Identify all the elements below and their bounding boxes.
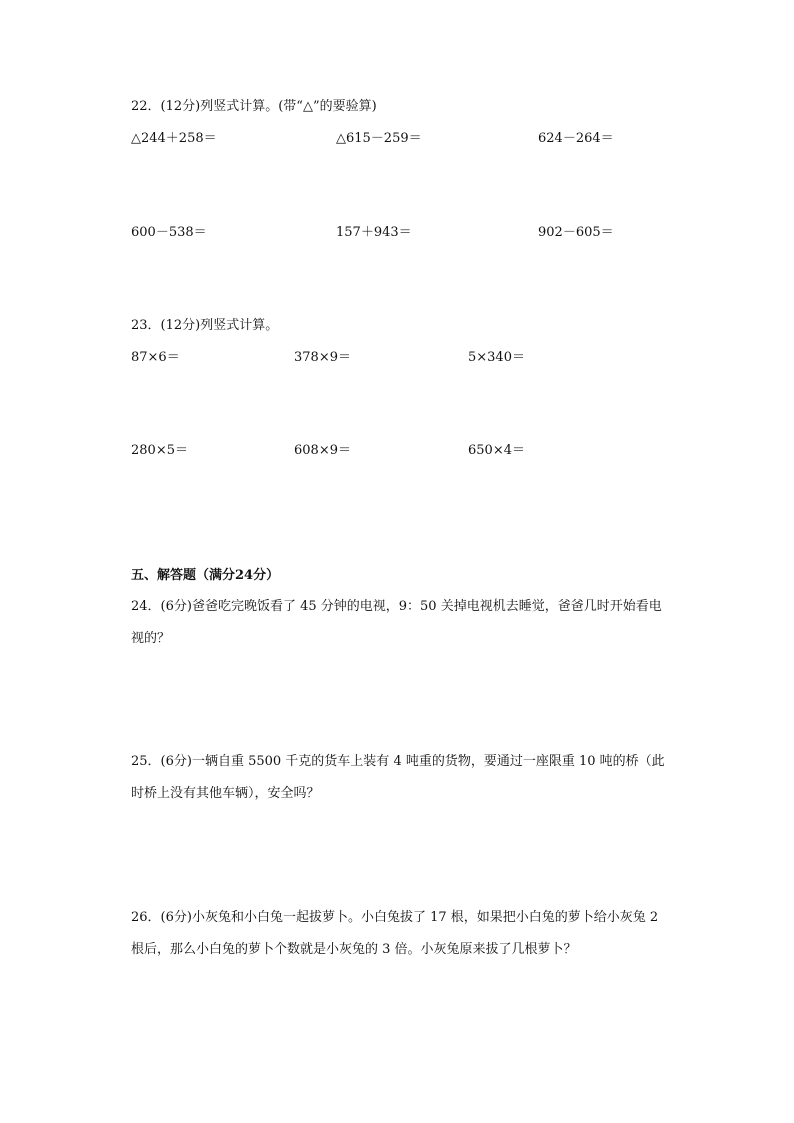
q23-problem-6: 650×4＝ [468,443,525,458]
section-heading: 五、解答题（满分24分） [131,568,280,583]
q22-problem-6: 902－605＝ [538,225,614,240]
q22-problem-1: △244＋258＝ [131,131,217,146]
q23-problem-2: 378×9＝ [294,350,351,365]
q23-problem-4: 280×5＝ [131,443,188,458]
q22-problem-4: 600－538＝ [131,225,207,240]
q22-problem-3: 624－264＝ [538,131,614,146]
q23-problem-3: 5×340＝ [468,350,525,365]
q23-title: 23．(12分)列竖式计算。 [131,318,279,333]
q23-problem-1: 87×6＝ [131,350,180,365]
q22-problem-5: 157＋943＝ [336,225,412,240]
q23-problem-5: 608×9＝ [294,443,351,458]
q24-text: 24．(6分)爸爸吃完晚饭看了 45 分钟的电视，9：50 关掉电视机去睡觉，爸爸几时开始看电视的？ [131,599,662,646]
q25-text: 25．(6分)一辆自重 5500 千克的货车上装有 4 吨重的货物，要通过一座限重 10 吨的桥（此时桥上没有其他车辆），安全吗？ [131,754,665,801]
q22-problem-2: △615－259＝ [336,131,422,146]
q22-title: 22．(12分)列竖式计算。(带“△”的要验算) [131,99,377,114]
q26-text: 26．(6分)小灰兔和小白兔一起拔萝卜。小白兔拔了 17 根，如果把小白兔的萝卜给小灰兔 2 根后，那么小白兔的萝卜个数就是小灰兔的 3 倍。小灰兔原来拔了几根萝卜？ [131,910,659,957]
